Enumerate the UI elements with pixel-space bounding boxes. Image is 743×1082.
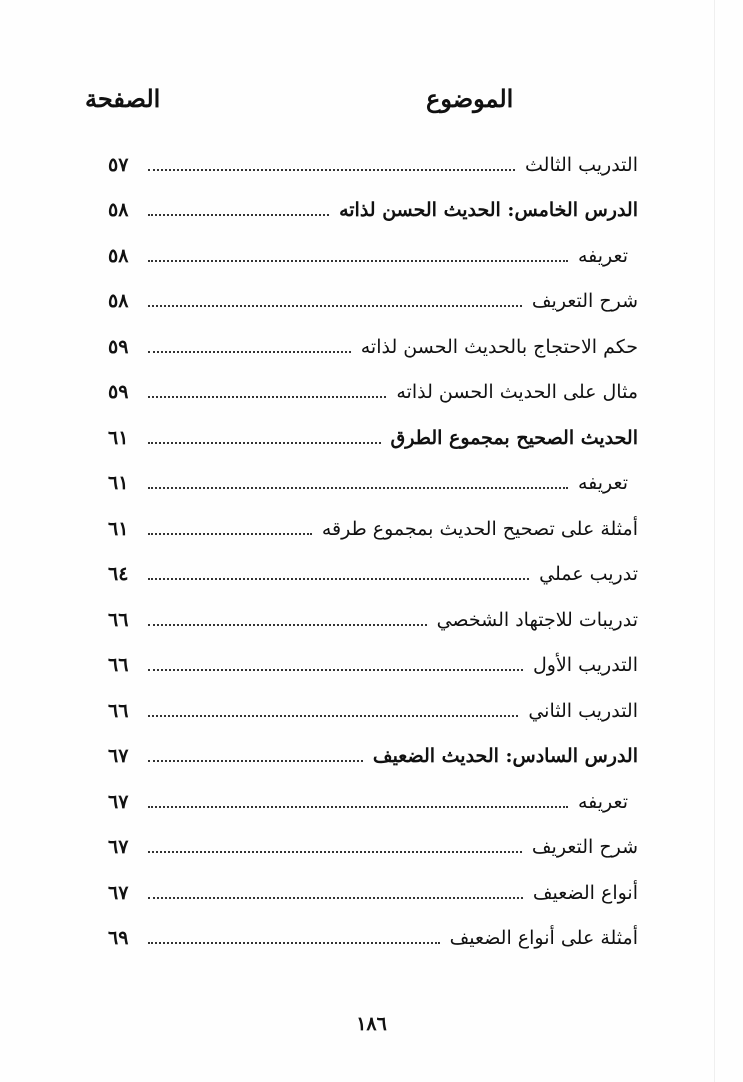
toc-entry-title: التدريب الثاني <box>524 700 638 722</box>
toc-entry-page: ٦٦ <box>108 608 129 631</box>
toc-entry <box>108 734 638 780</box>
toc-entry-title: تدريبات للاجتهاد الشخصي <box>433 609 638 631</box>
toc-entry-title: تعريفه <box>574 245 628 267</box>
page-column-heading: الصفحة <box>85 84 161 113</box>
dot-leader <box>148 169 515 171</box>
toc-entry-page: ٦١ <box>108 517 129 540</box>
toc-entry-title: تدريب عملي <box>535 563 638 585</box>
dot-leader <box>148 487 568 489</box>
toc-entry-title: التدريب الثالث <box>521 154 638 176</box>
toc-entry-title: الحديث الصحيح بمجموع الطرق <box>387 427 638 449</box>
dot-leader <box>148 715 518 717</box>
toc-entry <box>108 324 638 370</box>
toc-entry-title: تعريفه <box>574 791 628 813</box>
dot-leader <box>148 305 522 307</box>
toc-entry <box>108 643 638 689</box>
toc-entry <box>108 415 638 461</box>
dot-leader <box>148 897 523 899</box>
dot-leader <box>148 851 522 853</box>
toc-header <box>80 84 680 124</box>
page-margin-line <box>714 0 715 1082</box>
toc-entry-title: شرح التعريف <box>528 290 638 312</box>
toc-entry <box>108 597 638 643</box>
toc-entry-title: مثال على الحديث الحسن لذاته <box>392 381 638 403</box>
toc-entry <box>108 916 638 962</box>
dot-leader <box>148 669 523 671</box>
dot-leader <box>148 806 568 808</box>
toc-entry <box>108 279 638 325</box>
toc-entry <box>108 370 638 416</box>
toc-entry <box>108 552 638 598</box>
toc-entry-title: التدريب الأول <box>529 654 638 676</box>
toc-entry-page: ٦٧ <box>108 881 129 904</box>
toc-entry-title: الدرس الخامس: الحديث الحسن لذاته <box>335 199 638 221</box>
toc-entry <box>108 461 638 507</box>
dot-leader <box>148 396 386 398</box>
toc-entry-page: ٦١ <box>108 472 129 495</box>
dot-leader <box>148 624 427 626</box>
toc-entry <box>108 688 638 734</box>
dot-leader <box>148 442 381 444</box>
toc-entry-title: شرح التعريف <box>528 836 638 858</box>
toc-entry-page: ٥٨ <box>108 290 129 313</box>
toc-entry-title: أمثلة على أنواع الضعيف <box>446 927 638 949</box>
toc-entry-page: ٥٨ <box>108 199 129 222</box>
toc-entry <box>108 233 638 279</box>
toc-entry-title: أمثلة على تصحيح الحديث بمجموع طرقه <box>318 518 638 540</box>
dot-leader <box>148 214 329 216</box>
dot-leader <box>148 942 440 944</box>
toc-entry-page: ٥٩ <box>108 335 129 358</box>
toc-entry-title: حكم الاحتجاج بالحديث الحسن لذاته <box>357 336 638 358</box>
toc-entry <box>108 188 638 234</box>
toc-entry <box>108 825 638 871</box>
topic-column-heading: الموضوع <box>426 84 514 113</box>
dot-leader <box>148 351 351 353</box>
toc-entry-title: تعريفه <box>574 472 628 494</box>
toc-entry <box>108 779 638 825</box>
toc-entry-page: ٦٦ <box>108 654 129 677</box>
toc-entry-page: ٥٩ <box>108 381 129 404</box>
table-of-contents <box>108 142 638 961</box>
toc-entry-page: ٦٧ <box>108 836 129 859</box>
dot-leader <box>148 760 363 762</box>
toc-entry-page: ٦٦ <box>108 699 129 722</box>
toc-entry-page: ٦٧ <box>108 790 129 813</box>
toc-entry-title: أنواع الضعيف <box>529 882 638 904</box>
toc-entry <box>108 506 638 552</box>
toc-entry <box>108 870 638 916</box>
toc-entry-page: ٥٨ <box>108 244 129 267</box>
dot-leader <box>148 533 312 535</box>
toc-entry-page: ٥٧ <box>108 153 129 176</box>
toc-entry-page: ٦٧ <box>108 745 129 768</box>
toc-entry-page: ٦١ <box>108 426 129 449</box>
toc-entry <box>108 142 638 188</box>
toc-entry-page: ٦٩ <box>108 927 129 950</box>
toc-entry-title: الدرس السادس: الحديث الضعيف <box>369 745 638 767</box>
toc-entry-page: ٦٤ <box>108 563 129 586</box>
dot-leader <box>148 260 568 262</box>
dot-leader <box>148 578 529 580</box>
page-number: ١٨٦ <box>356 1013 387 1035</box>
